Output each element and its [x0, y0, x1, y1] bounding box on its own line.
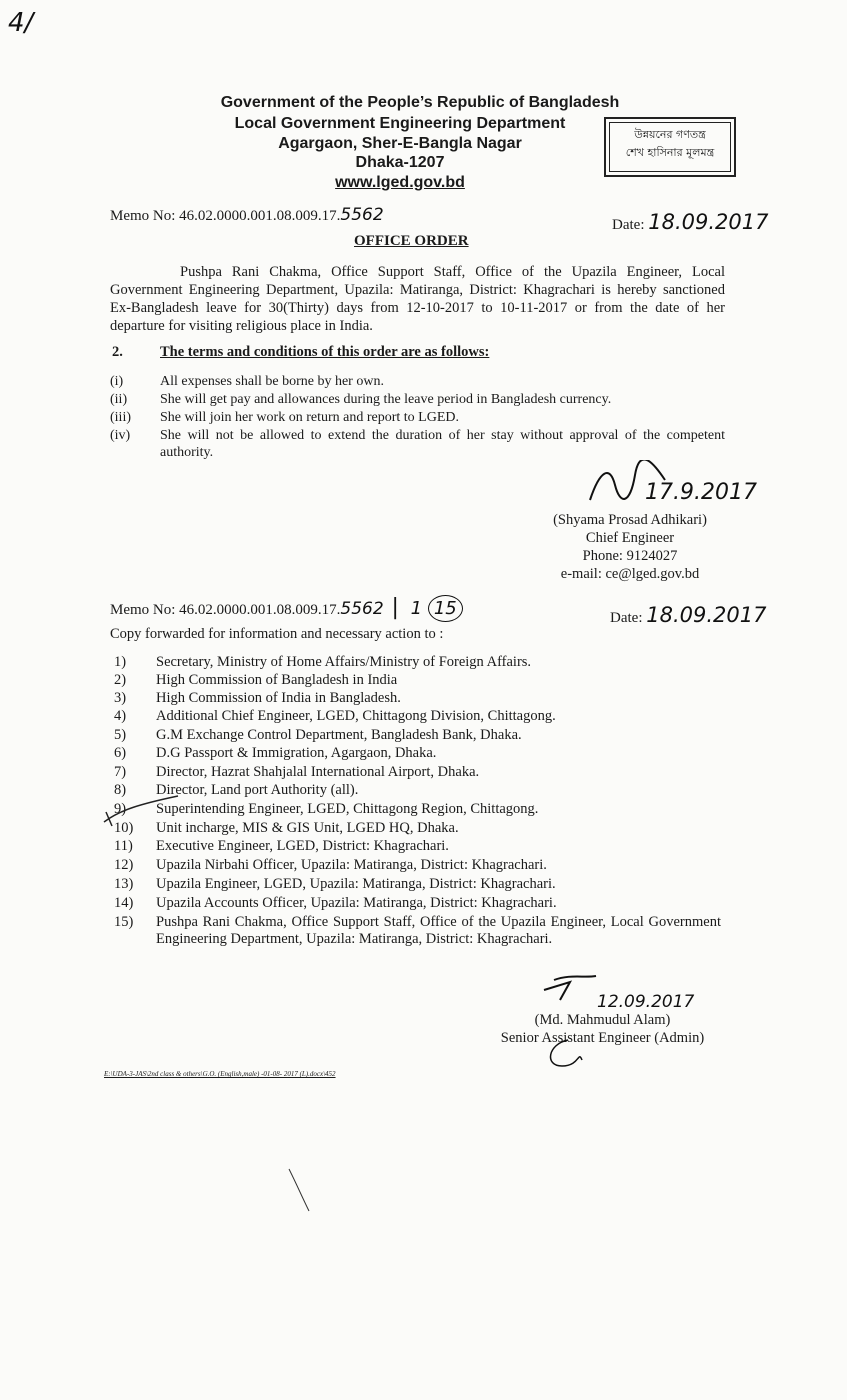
term-num: (ii): [110, 392, 128, 407]
list-item-num: 2): [114, 672, 127, 688]
header-line-4: Dhaka-1207: [355, 154, 445, 171]
motto-line-1: উন্নয়নের গণতন্ত্র: [634, 128, 706, 141]
list-item-text: Unit incharge, MIS & GIS Unit, LGED HQ, Dhaka.: [156, 820, 459, 836]
header-line-3: Agargaon, Sher-E-Bangla Nagar: [278, 135, 522, 152]
signatory-2-designation: Senior Assistant Engineer (Admin): [500, 1030, 705, 1046]
terms-number: 2.: [112, 344, 123, 360]
stray-mark: [285, 1165, 315, 1215]
header-website[interactable]: www.lged.gov.bd: [335, 174, 465, 191]
memo-2-divider: |: [391, 595, 399, 620]
term-num: (iv): [110, 428, 131, 443]
memo-2-number: 5562: [340, 599, 384, 619]
list-item-num: 8): [114, 782, 127, 798]
list-item-text: Upazila Nirbahi Officer, Upazila: Matiranga, District: Khagrachari.: [156, 857, 547, 873]
term-text: All expenses shall be borne by her own.: [160, 374, 384, 389]
memo-2-date-value: 18.09.2017: [646, 603, 767, 627]
motto-line-2: শেখ হাসিনার মূলমন্ত্র: [625, 146, 715, 159]
list-item-num: 1): [114, 654, 127, 670]
list-item-num: 15): [114, 914, 134, 930]
memo-1-date: [612, 210, 768, 234]
signature-2-scribble: [540, 972, 600, 1004]
memo-1-date-value: 18.09.2017: [648, 210, 769, 234]
list-item-num: 14): [114, 895, 134, 911]
term-text: She will join her work on return and report to LGED.: [160, 410, 459, 425]
page-title: OFFICE ORDER: [354, 233, 469, 249]
motto-box: [604, 117, 736, 177]
list-item-text: G.M Exchange Control Department, Bangladesh Bank, Dhaka.: [156, 727, 522, 743]
footer-file-path: E:\UDA-3-JAS\2nd class & others\G.O. (English,male) -01-08- 2017 (L).docx\452: [104, 1070, 336, 1078]
list-item-text: Director, Hazrat Shahjalal International Airport, Dhaka.: [156, 764, 480, 780]
page-mark: 4/: [8, 8, 34, 38]
signatory-1-name: (Shyama Prosad Adhikari): [553, 512, 707, 528]
memo-2-label: Memo No: 46.02.0000.001.08.009.17.: [110, 602, 341, 618]
term-text: She will get pay and allowances during the leave period in Bangladesh currency.: [160, 392, 612, 407]
list-item-num: 12): [114, 857, 134, 873]
list-item-text: Upazila Accounts Officer, Upazila: Matiranga, District: Khagrachari.: [156, 895, 557, 911]
list-item-text: Pushpa Rani Chakma, Office Support Staff, Office of the Upazila Engineer, Local Government Engineering Department, Upazila: Matiranga, District: Khagrachari.: [156, 914, 721, 947]
signatory-1-phone: Phone: 9124027: [582, 548, 678, 564]
memo-2-date-label: Date:: [610, 610, 643, 626]
term-num: (iii): [110, 410, 131, 425]
list-item-num: 11): [114, 838, 133, 854]
memo-1-date-label: Date:: [612, 217, 645, 233]
list-item-num: 13): [114, 876, 134, 892]
signature-2-date: 12.09.2017: [597, 992, 695, 1012]
signature-1-date: 17.9.2017: [645, 480, 757, 505]
term-num: (i): [110, 374, 124, 389]
order-body: Pushpa Rani Chakma, Office Support Staff, Office of the Upazila Engineer, Local Government Engineering Department, Upazila: Matiranga, District: Khagrachari is hereby sanctioned Ex-Bangladesh leave for 30(Thirty) days from 12-10-2017 to 10-11-2017 or from the date of her departure for visiting religious place in India.: [110, 264, 725, 334]
list-item-num: 5): [114, 727, 127, 743]
pen-mark: [100, 790, 180, 830]
list-item-num: 7): [114, 764, 127, 780]
list-item-text: Director, Land port Authority (all).: [156, 782, 359, 798]
signatory-2-name: (Md. Mahmudul Alam): [534, 1012, 671, 1028]
memo-2-date: [610, 603, 766, 627]
header-line-1: Government of the People’s Republic of Bangladesh: [220, 94, 620, 111]
memo-1-label: Memo No: 46.02.0000.001.08.009.17.: [110, 208, 341, 224]
list-item-text: High Commission of India in Bangladesh.: [156, 690, 401, 706]
list-item-num: 3): [114, 690, 127, 706]
list-item-text: Additional Chief Engineer, LGED, Chittagong Division, Chittagong.: [156, 708, 556, 724]
header-line-2: Local Government Engineering Department: [234, 115, 566, 132]
list-item-text: Superintending Engineer, LGED, Chittagong Region, Chittagong.: [156, 801, 539, 817]
memo-2-suffix-2: 15: [428, 595, 463, 622]
list-item-text: D.G Passport & Immigration, Agargaon, Dhaka.: [156, 745, 437, 761]
signatory-1-block: [520, 511, 740, 583]
memo-1: [110, 205, 384, 225]
memo-2-suffix-1: 1: [410, 598, 423, 619]
list-item-num: 6): [114, 745, 127, 761]
memo-1-number: 5562: [340, 205, 384, 225]
list-item-text: Executive Engineer, LGED, District: Khagrachari.: [156, 838, 449, 854]
term-text: She will not be allowed to extend the duration of her stay without approval of the competent authority.: [160, 428, 725, 460]
signatory-1-email: e-mail: ce@lged.gov.bd: [560, 566, 700, 582]
terms-heading: The terms and conditions of this order are as follows:: [160, 344, 490, 360]
list-item-text: High Commission of Bangladesh in India: [156, 672, 398, 688]
signatory-1-designation: Chief Engineer: [585, 530, 675, 546]
list-item-num: 10): [114, 820, 134, 836]
list-item-text: Upazila Engineer, LGED, Upazila: Matiranga, District: Khagrachari.: [156, 876, 556, 892]
list-item-num: 4): [114, 708, 127, 724]
signatory-2-block: [480, 1011, 725, 1047]
memo-2: [110, 595, 463, 620]
copy-intro: Copy forwarded for information and necessary action to :: [110, 626, 444, 642]
initials-mark: [538, 1036, 586, 1072]
list-item-text: Secretary, Ministry of Home Affairs/Ministry of Foreign Affairs.: [156, 654, 532, 670]
list-item-num: 9): [114, 801, 127, 817]
